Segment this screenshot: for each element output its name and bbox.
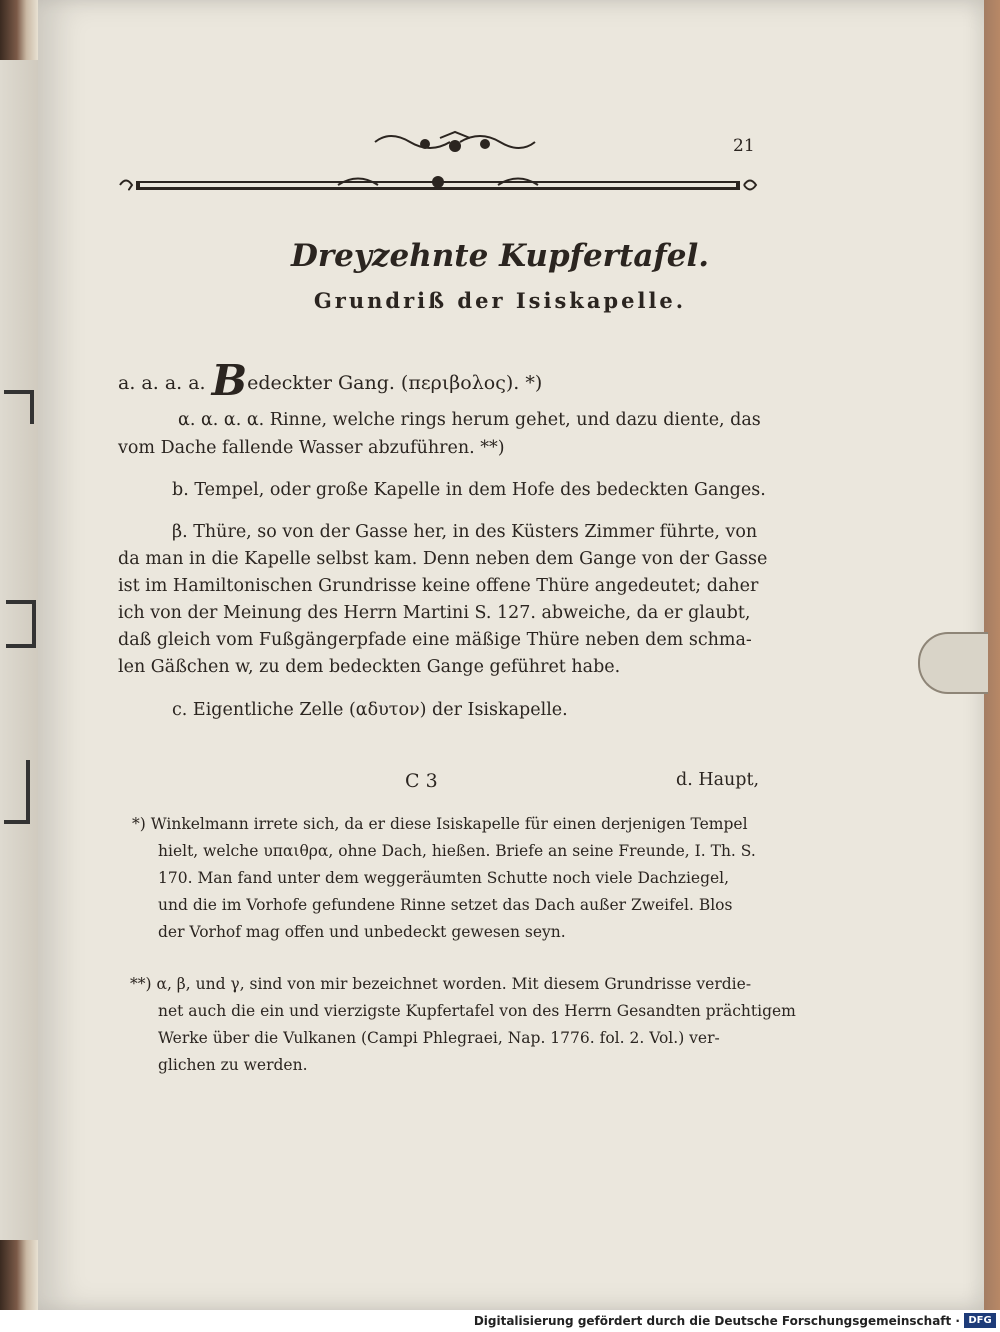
decorative-rule-icon: [118, 172, 758, 198]
footnote-line: **) α, β, und γ, sind von mir bezeichnet worden. Mit diesem Grundrisse verdie-: [130, 975, 752, 993]
footnote-line: glichen zu werden.: [158, 1056, 308, 1074]
ornament-top-icon: [370, 128, 540, 156]
signature-mark: C 3: [405, 770, 438, 792]
footer-credit: Digitalisierung gefördert durch die Deutsche Forschungsgemeinschaft ·: [473, 1314, 960, 1328]
footnote-line: hielt, welche υπαιθρα, ohne Dach, hießen. Briefe an seine Freunde, I. Th. S.: [158, 842, 756, 860]
text-line: α. α. α. α. Rinne, welche rings herum gehet, und dazu diente, das: [178, 410, 761, 430]
text-line: β. Thüre, so von der Gasse her, in des Küsters Zimmer führte, von: [172, 522, 758, 542]
dfg-logo-icon: DFG: [964, 1313, 996, 1328]
text-line: daß gleich vom Fußgängerpfade eine mäßige Thüre neben dem schma-: [118, 630, 752, 650]
catchword: d. Haupt,: [676, 770, 760, 790]
text-line: ist im Hamiltonischen Grundrisse keine offene Thüre angedeutet; daher: [118, 576, 759, 596]
entry-a: [118, 356, 542, 405]
text-line: ich von der Meinung des Herrn Martini S. 127. abweiche, da er glaubt,: [118, 603, 751, 623]
footnote-line: 170. Man fand unter dem weggeräumten Schutte noch viele Dachziegel,: [158, 869, 730, 887]
footnote-line: und die im Vorhofe gefundene Rinne setzet das Dach außer Zweifel. Blos: [158, 896, 733, 914]
footnote-line: der Vorhof mag offen und unbedeckt gewesen seyn.: [158, 923, 566, 941]
footnote-line: Werke über die Vulkanen (Campi Phlegraei, Nap. 1776. fol. 2. Vol.) ver-: [158, 1029, 720, 1047]
footnote-line: *) Winkelmann irrete sich, da er diese Isiskapelle für einen derjenigen Tempel: [132, 815, 748, 833]
bookmark-tab: [918, 632, 988, 694]
text-line: da man in die Kapelle selbst kam. Denn neben dem Gange von der Gasse: [118, 549, 768, 569]
page-subtitle: Grundriß der Isiskapelle.: [313, 288, 687, 313]
entry-a-text: edeckter Gang. (περιβολος). *): [247, 372, 543, 394]
drop-capital: B: [211, 356, 248, 405]
page-number: 21: [733, 136, 755, 156]
entry-a-prefix: a. a. a. a.: [118, 372, 206, 394]
page-title: Dreyzehnte Kupfertafel.: [290, 238, 710, 274]
text-line: c. Eigentliche Zelle (αδυτον) der Isiskapelle.: [172, 700, 568, 720]
text-line: vom Dache fallende Wasser abzuführen. **): [118, 438, 505, 458]
footnote-line: net auch die ein und vierzigste Kupfertafel von des Herrn Gesandten prächtigem: [158, 1002, 796, 1020]
text-line: len Gäßchen w, zu dem bedeckten Gange geführet habe.: [118, 657, 621, 677]
text-line: b. Tempel, oder große Kapelle in dem Hofe des bedeckten Ganges.: [172, 480, 766, 500]
